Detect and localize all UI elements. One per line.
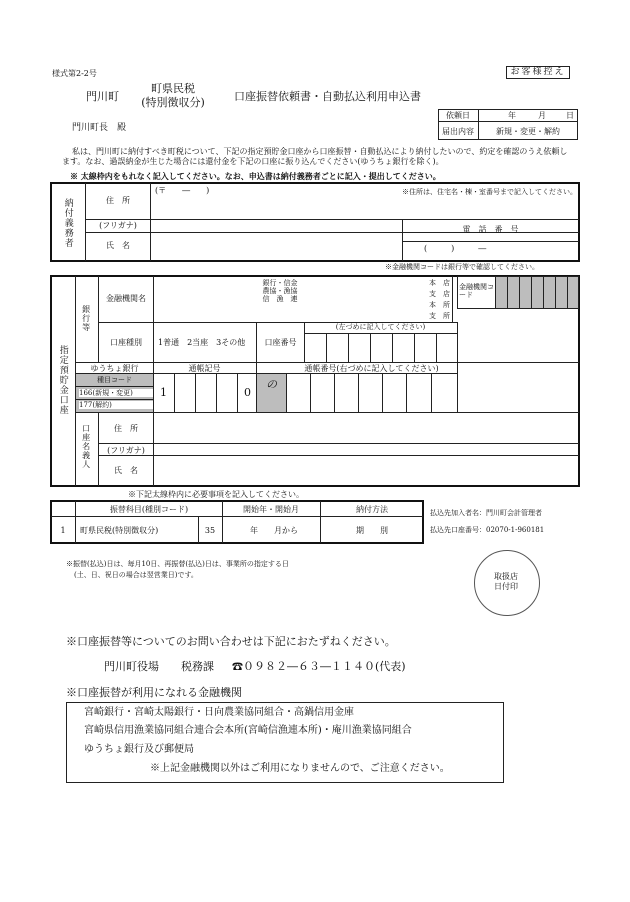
banks-heading: ※口座振替が利用になれる金融機関 [66,686,242,699]
inst-type-bank: 銀行・信金 [262,279,298,287]
branch-type-branch: 支 店 [429,290,450,298]
tax-type [126,82,220,111]
date-month: 月 [538,111,546,120]
transfer-note-2: (土、日、祝日の場合は翌営業日)です。 [74,571,198,579]
payee-account: 払込先口座番号：02070-1-960181 [430,526,545,534]
address-note: ※住所は、住宅名・棟・室番号まで記入してください。 [402,188,577,196]
bank-code-note: ※金融機関コードは銀行等で確認してください。 [385,263,539,271]
submission-value[interactable]: 新規・変更・解約 [496,127,560,136]
bank-line-3: ゆうちょ銀行及び郵便局 [84,744,194,755]
phone-label: 電 話 番 号 [462,225,519,234]
holder-furigana-label: (フリガナ) [107,446,145,455]
form-title: 口座振替依頼書・自動払込利用申込書 [234,90,421,103]
account-type-options[interactable]: 1普通 2当座 3その他 [158,338,246,347]
payer-name-label: 氏 名 [106,241,130,250]
left-fill-note: (左づめに記入してください) [335,323,426,331]
account-type-label: 口座種別 [110,338,142,347]
bank-group-label: 銀行等 [81,305,91,332]
bank-line-1: 宮崎銀行・宮崎太陽銀行・日向農業協同組合・高鍋信用金庫 [84,707,354,718]
bank-code-label: 金融機関コード [459,283,494,300]
branch-type-main: 本 店 [429,279,450,287]
tax-line-1: 町県民税 [151,82,195,95]
passbook-digit-first: 1 [160,386,167,399]
bold-notice: ※ 太線枠内をもれなく記入してください。なお、申込書は納付義務者ごとに記入・提出してください。 [70,171,441,181]
phone-field[interactable]: ( ) ― [424,244,487,253]
institution-types [250,279,310,303]
row-item: 町県民税(特別徴収分) [80,526,159,535]
row-number: 1 [60,526,66,535]
postal-code-field[interactable]: (〒 ― ) [155,186,210,195]
payer-address-label: 住 所 [106,196,130,205]
payee-name: 払込先加入者名：門川町会計管理者 [430,509,542,517]
type-code-label: 種目コード [97,376,132,384]
date-year: 年 [508,111,516,120]
code-177: 177(解約) [79,401,153,409]
payer-section-label: 納付義務者 [62,198,73,248]
addressee: 門川町長 殿 [72,123,127,133]
bank-line-2: 宮崎県信用漁業協同組合連合会本所(宮崎信漁連本所)・庵川漁業協同組合 [84,725,412,736]
account-no-label: 口座番号 [264,338,297,347]
row-start[interactable]: 年 月から [250,526,298,535]
holder-group-label: 口座名義人 [81,424,91,469]
yucho-label: ゆうちょ銀行 [90,364,139,373]
intro-text: 私は、門川町に納付すべき町税について、下記の指定預貯金口座から口座振替・自動払込により納付したいので、約定を確認のうえ依頼します。なお、過誤納金が生じた場合には還付金を下記の口座に振り込んでください(ゆうちょ銀行を除く)。 [62,147,568,166]
office-name: 門川町役場 税務課 [104,660,214,673]
account-section-label: 指定預貯金口座 [57,345,68,415]
branch-types [412,278,450,322]
holder-address-label: 住 所 [114,424,138,433]
branch-type-head: 本 所 [429,301,450,309]
stamp-text-2: 日付印 [494,581,518,591]
copy-label: お客様控え [506,66,570,79]
header-start: 開始年・開始月 [243,505,299,514]
inst-type-federation: 信 漁 連 [262,295,298,304]
town-name: 門川町 [86,90,119,103]
request-date-label: 依頼日 [446,111,470,120]
branch-type-office: 支 所 [429,312,450,320]
transfer-note-1: ※振替(払込)日は、毎月10日、再振替(払込)日は、事業所の指定する日 [66,560,289,568]
stamp-text-1: 取扱店 [494,572,518,581]
header-item: 振替科目(種別コード) [109,505,189,514]
code-166: 166(新規・変更) [79,389,153,397]
right-fill-note: 通帳番号(右づめに記入してください) [304,364,439,373]
passbook-symbol-label: 通帳記号 [188,364,221,373]
inquiry-heading: ※口座振替等についてのお問い合わせは下記におたずねください。 [66,635,396,648]
holder-name-label: 氏 名 [114,466,138,475]
date-day: 日 [566,111,574,120]
inst-type-coop: 農協・漁協 [262,287,298,296]
office-phone: ☎０９８２―６３―１１４０(代表) [232,660,406,673]
institution-label: 金融機関名 [106,294,146,303]
stamp-text [474,572,538,591]
no-character: の [266,378,277,391]
tax-line-2: (特別徴収分) [141,96,205,110]
submission-label: 届出内容 [442,127,474,136]
form-number: 様式第2-2号 [52,69,97,78]
row-code: 35 [204,526,216,535]
row-method: 期 別 [356,526,388,535]
passbook-digit-last: 0 [244,386,251,399]
banks-footnote: ※上記金融機関以外はご利用になりませんので、ご注意ください。 [150,763,450,774]
bottom-note: ※下記太線枠内に必要事項を記入してください。 [128,490,304,499]
payer-furigana-label: (フリガナ) [99,221,137,230]
header-method: 納付方法 [356,505,388,514]
